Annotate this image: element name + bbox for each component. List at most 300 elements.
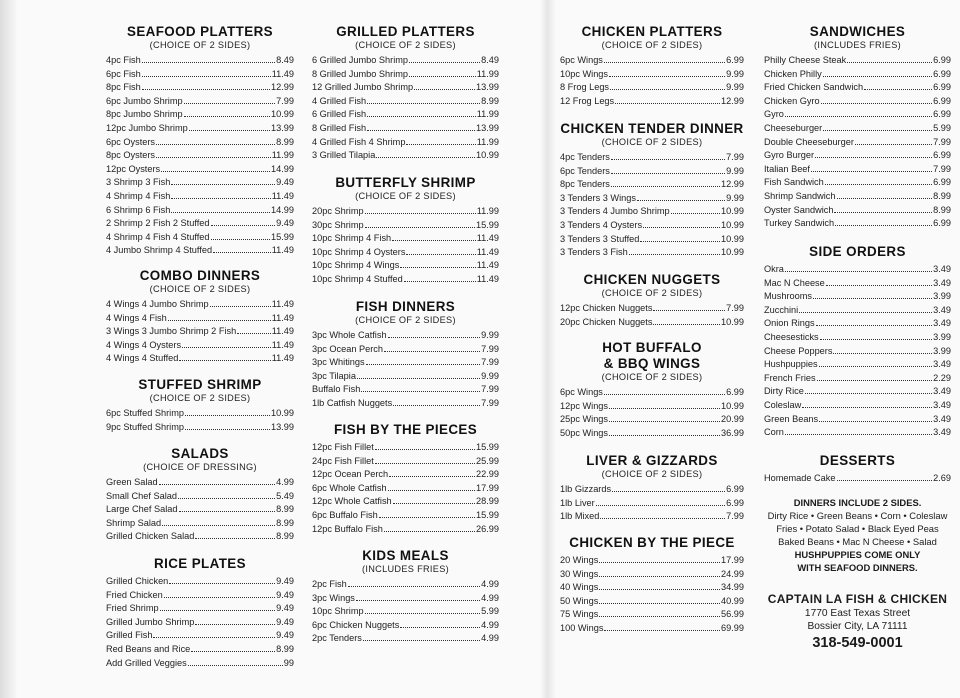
item-price: 7.99 bbox=[726, 303, 744, 313]
menu-items-list bbox=[106, 575, 294, 670]
dot-leader bbox=[184, 116, 270, 117]
dot-leader bbox=[366, 364, 481, 365]
section-side-orders bbox=[764, 244, 951, 440]
item-name: Grilled Chicken Salad bbox=[106, 531, 195, 542]
item-name: 12pc Buffalo Fish bbox=[312, 523, 383, 534]
item-price: 3.49 bbox=[933, 359, 951, 370]
menu-item bbox=[560, 316, 744, 330]
menu-item bbox=[106, 339, 294, 353]
menu-item bbox=[560, 302, 744, 316]
item-name: 8 Frog Legs bbox=[560, 82, 610, 93]
item-price: 3.49 bbox=[933, 413, 951, 424]
section-subtitle: (CHOICE OF 2 SIDES) bbox=[149, 40, 251, 50]
section-title: CHICKEN PLATTERS bbox=[581, 24, 723, 39]
item-name: Oyster Sandwich bbox=[764, 204, 834, 215]
item-name: 8 Grilled Fish bbox=[312, 122, 367, 133]
dot-leader bbox=[162, 525, 275, 526]
section-seafood-platters bbox=[106, 24, 294, 258]
item-price: 6.99 bbox=[726, 497, 744, 508]
menu-items-list bbox=[312, 578, 499, 646]
dot-leader bbox=[643, 227, 720, 228]
item-price: 8.99 bbox=[933, 190, 951, 201]
menu-item bbox=[764, 345, 951, 359]
dot-leader bbox=[392, 240, 476, 241]
item-name: 4pc Fish bbox=[106, 55, 141, 65]
dot-leader bbox=[400, 627, 480, 628]
item-name: Cheeseburger bbox=[764, 122, 823, 133]
dot-leader bbox=[599, 603, 720, 604]
dot-leader bbox=[821, 103, 932, 104]
item-price: 8.99 bbox=[481, 95, 499, 106]
dot-leader bbox=[357, 378, 480, 379]
dot-leader bbox=[609, 76, 725, 77]
dot-leader bbox=[393, 503, 475, 504]
menu-item bbox=[560, 568, 744, 582]
menu-item bbox=[764, 136, 951, 150]
item-price: 11.99 bbox=[476, 206, 499, 216]
dot-leader bbox=[823, 130, 932, 131]
item-name: Fried Shrimp bbox=[106, 603, 159, 614]
menu-item bbox=[106, 421, 294, 435]
section-subtitle: (CHOICE OF 2 SIDES) bbox=[601, 137, 703, 147]
item-price: 9.99 bbox=[726, 165, 744, 176]
menu-item bbox=[312, 108, 499, 122]
item-price: 6.99 bbox=[933, 218, 951, 229]
dot-leader bbox=[367, 130, 475, 131]
dot-leader bbox=[188, 665, 283, 666]
item-name: Red Beans and Rice bbox=[106, 643, 191, 654]
item-name: 6pc Tenders bbox=[560, 165, 610, 176]
item-price: 99 bbox=[283, 657, 294, 668]
menu-item bbox=[312, 632, 499, 646]
menu-item bbox=[560, 205, 744, 219]
note-line-5: HUSHPUPPIES COME ONLY bbox=[794, 549, 921, 560]
item-name: 12pc Chicken Nuggets bbox=[560, 303, 653, 313]
dot-leader bbox=[409, 62, 480, 63]
item-price: 13.99 bbox=[271, 421, 294, 432]
dot-leader bbox=[393, 405, 480, 406]
menu-item bbox=[106, 589, 294, 603]
menu-item bbox=[764, 331, 951, 345]
section-title: STUFFED SHRIMP bbox=[138, 377, 262, 392]
section-chicken-tender-dinner bbox=[560, 121, 744, 260]
item-price: 17.99 bbox=[476, 482, 499, 493]
section-title: GRILLED PLATTERS bbox=[336, 24, 475, 39]
section-subtitle: (CHOICE OF 2 SIDES) bbox=[601, 40, 703, 50]
menu-item bbox=[312, 54, 499, 68]
section-liver-gizzards bbox=[560, 453, 744, 524]
item-name: 6pc Jumbo Shrimp bbox=[106, 95, 183, 106]
dot-leader bbox=[629, 254, 720, 255]
menu-item bbox=[560, 581, 744, 595]
dot-leader bbox=[400, 267, 475, 268]
item-name: Buffalo Fish bbox=[312, 384, 361, 395]
section-title: DESSERTS bbox=[819, 453, 896, 468]
menu-item bbox=[560, 233, 744, 247]
item-name: Mushrooms bbox=[764, 291, 812, 302]
menu-item bbox=[312, 455, 499, 469]
item-name: 6pc Chicken Nuggets bbox=[312, 619, 400, 630]
item-name: 75 Wings bbox=[560, 609, 599, 620]
menu-item bbox=[312, 495, 499, 509]
section-title: CHICKEN BY THE PIECE bbox=[569, 535, 735, 550]
note-line-1: DINNERS INCLUDE 2 SIDES. bbox=[793, 497, 922, 508]
menu-items-list bbox=[312, 54, 499, 163]
item-price: 9.49 bbox=[276, 630, 294, 641]
dot-leader bbox=[156, 157, 271, 158]
dot-leader bbox=[604, 630, 720, 631]
item-name: 3pc Ocean Perch bbox=[312, 343, 383, 354]
dot-leader bbox=[609, 408, 720, 409]
section-chicken-by-the-piece bbox=[560, 535, 744, 636]
menu-item bbox=[312, 95, 499, 109]
menu-item bbox=[764, 81, 951, 95]
item-price: 7.99 bbox=[481, 357, 499, 368]
item-name: Gyro bbox=[764, 109, 784, 120]
item-name: Fried Chicken Sandwich bbox=[764, 82, 864, 93]
menu-item bbox=[764, 122, 951, 136]
item-name: 4 Jumbo Shrimp 4 Stuffed bbox=[106, 245, 213, 256]
menu-items-list bbox=[106, 407, 294, 434]
menu-item bbox=[312, 246, 499, 260]
business-info bbox=[764, 592, 951, 653]
dot-leader bbox=[211, 225, 276, 226]
item-name: 3 Shrimp 3 Fish bbox=[106, 177, 171, 188]
menu-item bbox=[312, 273, 499, 287]
item-price: 7.99 bbox=[481, 397, 499, 408]
dot-leader bbox=[156, 144, 275, 145]
dot-leader bbox=[210, 306, 271, 307]
item-price: 13.99 bbox=[476, 122, 499, 133]
business-city: Bossier City, LA 71111 bbox=[807, 621, 908, 632]
item-price: 6.99 bbox=[933, 177, 951, 188]
menu-item bbox=[106, 407, 294, 421]
note-line-2: Dirty Rice • Green Beans • Corn • Coleslaw bbox=[767, 510, 948, 521]
dot-leader bbox=[819, 421, 932, 422]
item-name: 10pc Shrimp 4 Wings bbox=[312, 260, 400, 271]
dot-leader bbox=[653, 324, 720, 325]
item-price: 36.99 bbox=[721, 427, 744, 438]
item-name: 25pc Wings bbox=[560, 414, 609, 425]
dot-leader bbox=[599, 589, 720, 590]
item-price: 6.99 bbox=[933, 150, 951, 161]
item-price: 11.49 bbox=[476, 246, 499, 257]
dot-leader bbox=[599, 576, 720, 577]
menu-item bbox=[560, 497, 744, 511]
section-title: HOT BUFFALO bbox=[602, 340, 702, 355]
dot-leader bbox=[153, 637, 275, 638]
item-name: 12 Grilled Jumbo Shrimp bbox=[312, 82, 414, 93]
menu-item bbox=[312, 370, 499, 384]
item-price: 9.99 bbox=[726, 68, 744, 79]
menu-item bbox=[106, 657, 294, 671]
item-name: Large Chef Salad bbox=[106, 504, 178, 515]
item-price: 15.99 bbox=[476, 442, 499, 452]
item-name: Italian Beef bbox=[764, 163, 810, 174]
item-name: 1lb Catfish Nuggets bbox=[312, 397, 393, 408]
item-name: Green Beans bbox=[764, 413, 819, 424]
item-price: 2.69 bbox=[933, 473, 951, 483]
section-subtitle: (CHOICE OF DRESSING) bbox=[143, 462, 257, 472]
item-name: 2pc Tenders bbox=[312, 633, 362, 644]
business-street: 1770 East Texas Street bbox=[804, 608, 911, 619]
dot-leader bbox=[161, 171, 270, 172]
item-price: 15.99 bbox=[476, 219, 499, 230]
item-name: 20 Wings bbox=[560, 555, 599, 565]
menu-item bbox=[312, 149, 499, 163]
menu-item bbox=[312, 232, 499, 246]
item-name: Grilled Chicken bbox=[106, 576, 169, 586]
item-name: Corn bbox=[764, 427, 784, 438]
page-edge-shadow bbox=[0, 0, 18, 698]
note-line-3: Fries • Potato Salad • Black Eyed Peas bbox=[776, 523, 939, 534]
dot-leader bbox=[600, 518, 725, 519]
section-title: SEAFOOD PLATTERS bbox=[126, 24, 273, 39]
section-title-line-2: & BBQ WINGS bbox=[603, 356, 701, 371]
dot-leader bbox=[211, 239, 271, 240]
section-title: SIDE ORDERS bbox=[809, 244, 906, 259]
item-price: 10.99 bbox=[271, 109, 294, 120]
item-name: Coleslaw bbox=[764, 399, 802, 410]
dot-leader bbox=[164, 597, 275, 598]
item-name: 10pc Shrimp 4 Stuffed bbox=[312, 273, 403, 284]
item-price: 7.99 bbox=[933, 163, 951, 174]
dot-leader bbox=[171, 184, 275, 185]
item-price: 12.99 bbox=[271, 82, 294, 93]
menu-item bbox=[560, 151, 744, 165]
menu-items-list bbox=[560, 554, 744, 636]
menu-item bbox=[560, 595, 744, 609]
business-phone[interactable]: 318-549-0001 bbox=[812, 635, 903, 651]
menu-item bbox=[764, 163, 951, 177]
dot-leader bbox=[811, 171, 932, 172]
item-name: 8pc Oysters bbox=[106, 150, 156, 161]
dot-leader bbox=[785, 116, 932, 117]
item-name: 8pc Jumbo Shrimp bbox=[106, 109, 183, 120]
item-price: 3.49 bbox=[933, 277, 951, 288]
dot-leader bbox=[365, 213, 476, 214]
menu-items-list bbox=[560, 302, 744, 329]
menu-item bbox=[312, 509, 499, 523]
item-price: 10.99 bbox=[721, 247, 744, 258]
dot-leader bbox=[195, 624, 275, 625]
item-price: 34.99 bbox=[721, 582, 744, 593]
dot-leader bbox=[820, 339, 932, 340]
item-name: Add Grilled Veggies bbox=[106, 657, 187, 668]
item-price: 3.99 bbox=[933, 345, 951, 356]
dot-leader bbox=[653, 310, 725, 311]
item-name: Shrimp Salad bbox=[106, 517, 162, 528]
menu-item bbox=[106, 490, 294, 504]
item-price: 40.99 bbox=[721, 595, 744, 606]
item-price: 15.99 bbox=[271, 231, 294, 242]
menu-item bbox=[764, 317, 951, 331]
section-subtitle: (CHOICE OF 2 SIDES) bbox=[355, 315, 456, 325]
menu-item bbox=[106, 530, 294, 544]
item-price: 9.49 bbox=[276, 616, 294, 627]
dot-leader bbox=[195, 538, 275, 539]
dot-leader bbox=[171, 212, 270, 213]
item-name: 3 Wings 3 Jumbo Shrimp 2 Fish bbox=[106, 326, 237, 337]
menu-item bbox=[764, 413, 951, 427]
dot-leader bbox=[837, 198, 933, 199]
item-name: 30 Wings bbox=[560, 568, 599, 579]
menu-item bbox=[312, 68, 499, 82]
menu-item bbox=[764, 68, 951, 82]
menu-item bbox=[560, 413, 744, 427]
dot-leader bbox=[184, 103, 276, 104]
item-name: 1lb Gizzards bbox=[560, 484, 612, 494]
item-price: 4.99 bbox=[276, 477, 294, 487]
section-title: LIVER & GIZZARDS bbox=[586, 453, 718, 468]
menu-item bbox=[560, 608, 744, 622]
item-price: 7.99 bbox=[726, 511, 744, 522]
section-title: FISH BY THE PIECES bbox=[333, 422, 478, 437]
item-name: Fish Sandwich bbox=[764, 177, 824, 188]
dot-leader bbox=[404, 281, 476, 282]
menu-item bbox=[312, 441, 499, 455]
menu-item bbox=[764, 426, 951, 440]
item-name: 1lb Mixed bbox=[560, 511, 600, 522]
dot-leader bbox=[363, 640, 480, 641]
dot-leader bbox=[819, 366, 932, 367]
item-price: 3.49 bbox=[933, 399, 951, 410]
item-price: 9.49 bbox=[276, 603, 294, 614]
section-butterfly-shrimp bbox=[312, 175, 499, 287]
menu-item bbox=[106, 54, 294, 68]
item-price: 3.49 bbox=[933, 386, 951, 397]
item-price: 8.99 bbox=[276, 517, 294, 528]
item-price: 5.99 bbox=[481, 606, 499, 617]
dot-leader bbox=[375, 463, 475, 464]
item-price: 11.49 bbox=[271, 326, 294, 337]
section-stuffed-shrimp bbox=[106, 377, 294, 434]
dot-leader bbox=[785, 434, 932, 435]
menu-item bbox=[560, 386, 744, 400]
dot-leader bbox=[799, 312, 932, 313]
item-name: 10pc Shrimp 4 Oysters bbox=[312, 246, 406, 257]
item-price: 6.99 bbox=[726, 484, 744, 494]
menu-items-list bbox=[312, 205, 499, 287]
item-price: 6.99 bbox=[933, 55, 951, 65]
menu-item bbox=[560, 68, 744, 82]
item-name: 8 Grilled Jumbo Shrimp bbox=[312, 68, 408, 79]
item-name: Green Salad bbox=[106, 477, 158, 487]
dot-leader bbox=[847, 62, 932, 63]
dinner-sides-note bbox=[764, 496, 951, 574]
dot-leader bbox=[833, 353, 932, 354]
item-name: 12pc Jumbo Shrimp bbox=[106, 122, 188, 133]
menu-item bbox=[106, 149, 294, 163]
menu-item bbox=[106, 68, 294, 82]
item-price: 6.99 bbox=[933, 109, 951, 120]
menu-items-list bbox=[106, 476, 294, 544]
section-buffalo-bbq-wings bbox=[560, 340, 744, 440]
item-price: 6.99 bbox=[933, 82, 951, 93]
menu-items-list bbox=[312, 441, 499, 536]
dot-leader bbox=[237, 333, 270, 334]
menu-item bbox=[312, 523, 499, 537]
item-price: 7.99 bbox=[481, 343, 499, 354]
dot-leader bbox=[389, 476, 475, 477]
menu-item bbox=[764, 263, 951, 277]
item-name: Cheesesticks bbox=[764, 331, 819, 342]
menu-item bbox=[764, 304, 951, 318]
menu-item bbox=[106, 298, 294, 312]
menu-item bbox=[106, 163, 294, 177]
dot-leader bbox=[640, 241, 720, 242]
item-price: 8.99 bbox=[933, 204, 951, 215]
item-price: 13.99 bbox=[271, 122, 294, 133]
item-name: 3 Grilled Tilapia bbox=[312, 150, 376, 161]
item-price: 26.99 bbox=[476, 523, 499, 534]
dot-leader bbox=[816, 325, 933, 326]
item-name: 3 Tenders 4 Jumbo Shrimp bbox=[560, 206, 670, 217]
dot-leader bbox=[142, 62, 275, 63]
item-price: 4.99 bbox=[481, 579, 499, 589]
item-price: 8.99 bbox=[276, 643, 294, 654]
section-subtitle: (CHOICE OF 2 SIDES) bbox=[601, 372, 703, 382]
dot-leader bbox=[213, 252, 271, 253]
item-price: 3.49 bbox=[933, 304, 951, 315]
section-rice-plates bbox=[106, 556, 294, 670]
item-name: Philly Cheese Steak bbox=[764, 55, 847, 65]
item-price: 8.99 bbox=[276, 504, 294, 515]
menu-item bbox=[106, 325, 294, 339]
item-name: 6pc Buffalo Fish bbox=[312, 509, 378, 520]
dot-leader bbox=[802, 407, 932, 408]
item-name: 3pc Wings bbox=[312, 592, 355, 603]
menu-item bbox=[312, 259, 499, 273]
menu-item bbox=[106, 176, 294, 190]
item-price: 11.49 bbox=[476, 233, 499, 244]
dot-leader bbox=[171, 198, 270, 199]
item-price: 10.99 bbox=[721, 233, 744, 244]
section-subtitle: (CHOICE OF 2 SIDES) bbox=[149, 284, 251, 294]
menu-item bbox=[312, 578, 499, 592]
dot-leader bbox=[609, 421, 720, 422]
menu-fold-crease bbox=[540, 0, 556, 698]
item-price: 17.99 bbox=[721, 555, 744, 565]
item-name: 3 Tenders 3 Wings bbox=[560, 192, 636, 203]
menu-item bbox=[312, 619, 499, 633]
dot-leader bbox=[817, 380, 933, 381]
menu-item bbox=[560, 427, 744, 441]
item-price: 28.99 bbox=[476, 496, 499, 507]
item-name: Grilled Fish bbox=[106, 630, 153, 641]
menu-item bbox=[560, 192, 744, 206]
dot-leader bbox=[815, 157, 932, 158]
menu-items-list bbox=[764, 263, 951, 440]
menu-items-list bbox=[764, 472, 951, 486]
item-name: Chicken Philly bbox=[764, 68, 822, 79]
section-subtitle: (INCLUDES FRIES) bbox=[362, 564, 449, 574]
item-price: 20.99 bbox=[721, 414, 744, 425]
dot-leader bbox=[182, 347, 271, 348]
dot-leader bbox=[604, 62, 725, 63]
item-price: 25.99 bbox=[476, 455, 499, 466]
item-name: 4 Wings 4 Stuffed bbox=[106, 353, 179, 364]
dot-leader bbox=[611, 159, 725, 160]
menu-item bbox=[764, 358, 951, 372]
item-name: 10pc Wings bbox=[560, 68, 609, 79]
menu-item bbox=[312, 605, 499, 619]
menu-item bbox=[312, 122, 499, 136]
item-price: 9.49 bbox=[276, 576, 294, 586]
dot-leader bbox=[609, 435, 720, 436]
item-price: 3.49 bbox=[933, 427, 951, 438]
menu-item bbox=[312, 81, 499, 95]
